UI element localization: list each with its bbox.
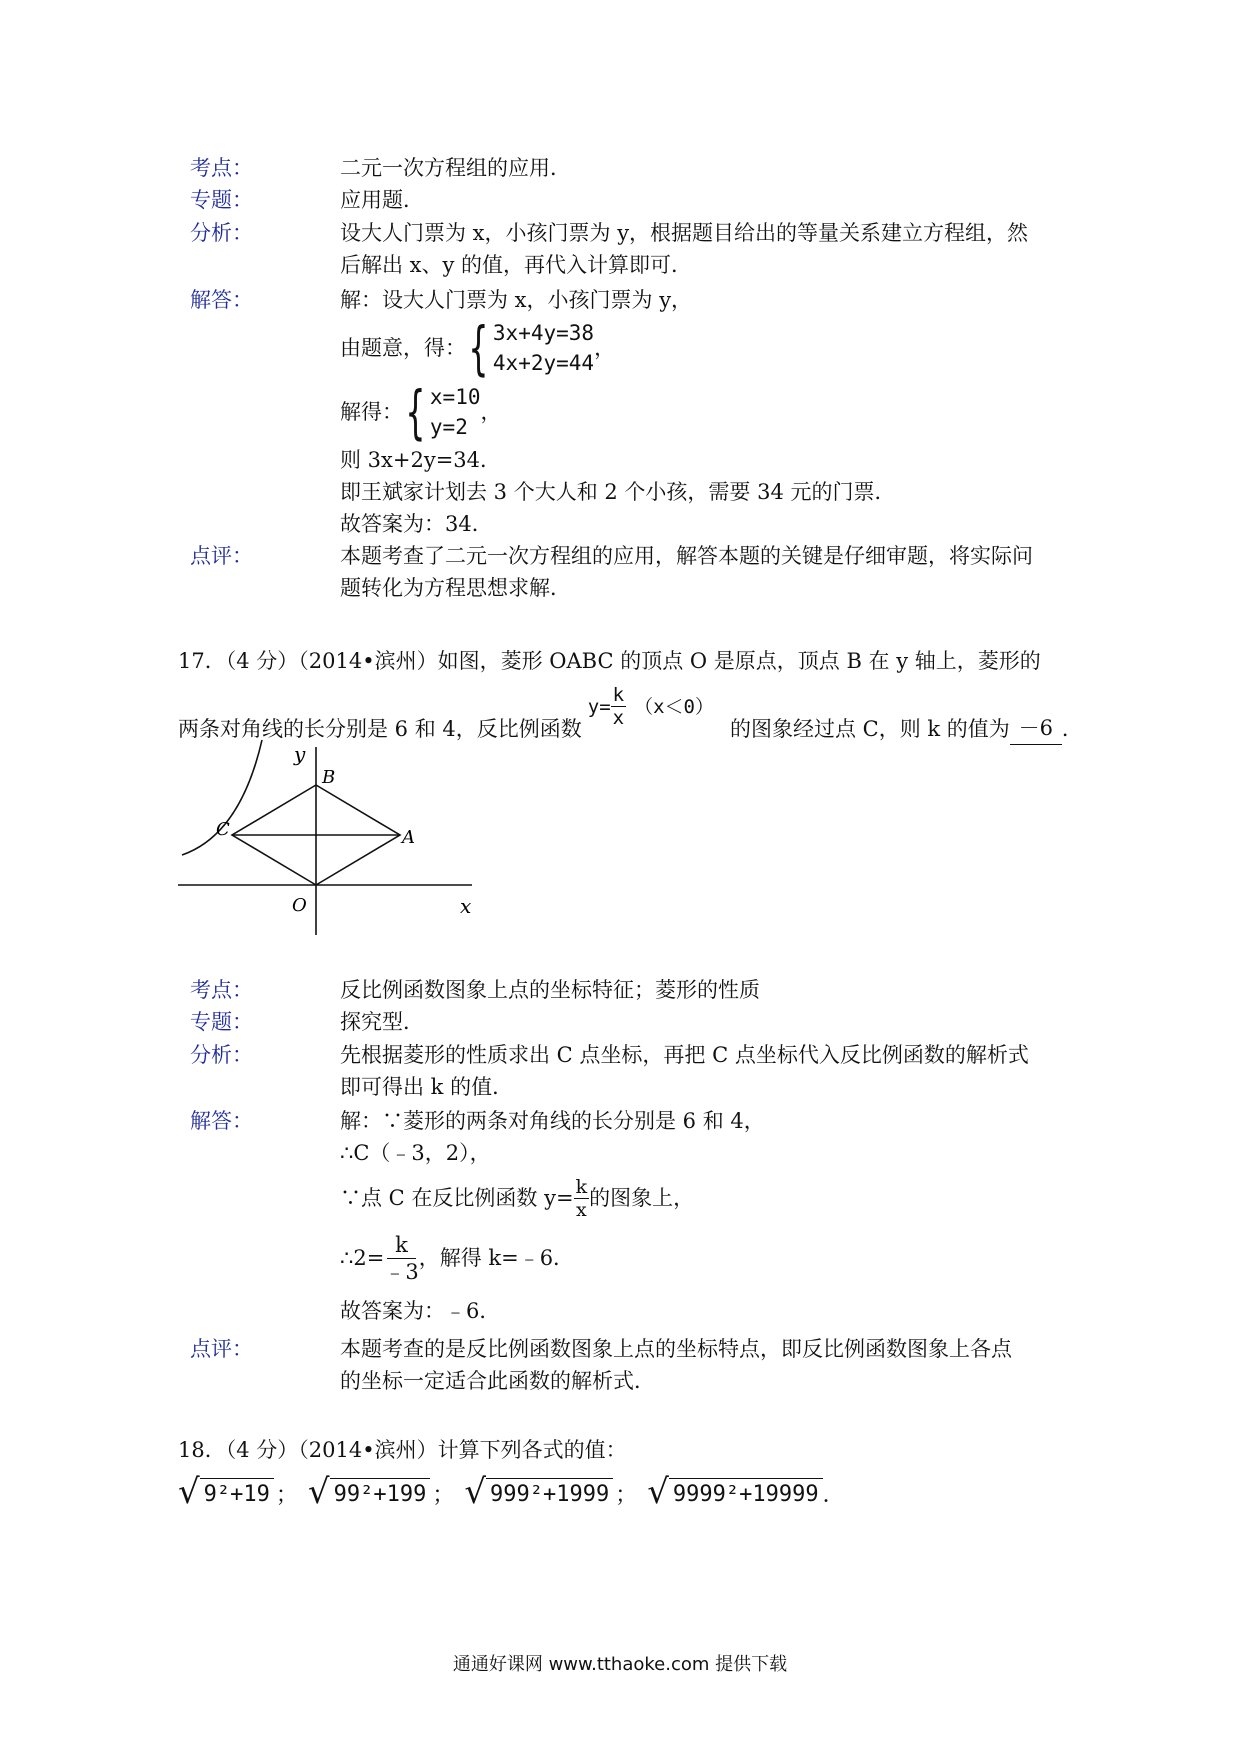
s2-jieda-line-2: ∴C（﹣3，2）， <box>340 1141 491 1165</box>
s1-jieda-system-1 <box>340 316 1085 380</box>
s2-dianping-line-1: 本题考查的是反比例函数图象上点的坐标特点，即反比例函数图象上各点 <box>340 1337 1012 1361</box>
s1-zhuanti-row <box>190 184 1090 216</box>
system-2-eq-1: x=10 <box>429 385 481 409</box>
radicand-4: 9999²+19999 <box>669 1478 823 1509</box>
s1-dianping-row <box>190 540 1090 604</box>
sqrt-expression-2 <box>307 1472 430 1512</box>
label-a: A <box>402 827 415 848</box>
s2-kaodian-text: 反比例函数图象上点的坐标特征；菱形的性质 <box>340 978 760 1002</box>
s1-jieda-line-4: 则 3x+2y=34． <box>340 448 502 472</box>
s1-comma-1: ， <box>594 336 616 360</box>
q18-sep-3: ； <box>615 1483 638 1508</box>
s2-fenxi-line-1: 先根据菱形的性质求出 C 点坐标，再把 C 点坐标代入反比例函数的解析式 <box>340 1043 1029 1067</box>
q17-func-condition: （x＜0） <box>634 695 714 718</box>
s2-dianping-label: 点评： <box>190 1337 253 1361</box>
s2-jieda-line-3-pre: ∵点 C 在反比例函数 y= <box>340 1186 574 1210</box>
s2-zhuanti-row <box>190 1006 1090 1038</box>
s1-fenxi-row <box>190 217 1090 281</box>
s1-fenxi-line-1: 设大人门票为 x，小孩门票为 y，根据题目给出的等量关系建立方程组，然 <box>340 221 1029 245</box>
s1-dianping-line-1: 本题考查了二元一次方程组的应用，解答本题的关键是仔细审题，将实际问 <box>340 544 1033 568</box>
s1-kaodian-label: 考点： <box>190 156 253 180</box>
q18-expressions <box>178 1472 845 1512</box>
s2-dianping-line-2: 的坐标一定适合此函数的解析式． <box>340 1369 655 1393</box>
s2-jieda-line-4 <box>340 1227 1085 1289</box>
radicand-3: 999²+1999 <box>486 1478 613 1509</box>
q17-line-1: 17．（4 分）（2014•滨州）如图，菱形 OABC 的顶点 O 是原点，顶点 B 在 y 轴上，菱形的 <box>178 649 1041 673</box>
label-y: y <box>294 742 306 766</box>
q17-period: ． <box>1061 717 1083 741</box>
s1-zhuanti-label: 专题： <box>190 188 253 212</box>
s2-jieda-line-3 <box>340 1169 1085 1227</box>
q17-line-2-pre: 两条对角线的长分别是 6 和 4，反比例函数 <box>178 717 582 741</box>
s2-jieda-line-4-denominator: ﹣3 <box>384 1259 419 1284</box>
s1-jieda-row <box>190 284 1090 540</box>
q17-line-2-post: 的图象经过点 C，则 k 的值为 <box>729 717 1010 741</box>
q17-figure <box>170 735 490 935</box>
s2-fenxi-row <box>190 1039 1090 1103</box>
equation-system-1 <box>466 314 595 382</box>
s2-kaodian-label: 考点： <box>190 978 253 1002</box>
radicand-2: 99²+199 <box>330 1478 431 1509</box>
label-b: B <box>322 767 336 788</box>
s2-dianping-row <box>190 1333 1090 1397</box>
s1-zhuanti-text: 应用题． <box>340 188 424 212</box>
s1-dianping-label: 点评： <box>190 544 253 568</box>
system-2-eq-2: y=2 <box>429 415 468 439</box>
page-footer: 通通好课网 www.tthaoke.com 提供下载 <box>452 1654 788 1675</box>
s1-jieda-system-2-prefix: 解得： <box>340 400 403 424</box>
s2-jieda-row <box>190 1105 1090 1327</box>
s1-fenxi-label: 分析： <box>190 221 253 245</box>
s1-kaodian-row <box>190 152 1090 184</box>
radical-icon: √ <box>464 1472 486 1512</box>
q18-sep-2: ； <box>432 1483 455 1508</box>
s1-fenxi-line-2: 后解出 x、y 的值，再代入计算即可． <box>340 253 693 277</box>
s2-kaodian-row <box>190 974 1090 1006</box>
s2-jieda-line-3-fraction <box>574 1176 590 1221</box>
q17-func-denominator: x <box>612 707 625 729</box>
s2-jieda-line-4-fraction <box>384 1232 418 1285</box>
label-o: O <box>292 895 307 916</box>
system-1-eq-1: 3x+4y=38 <box>492 321 595 345</box>
s2-fenxi-label: 分析： <box>190 1043 253 1067</box>
s2-jieda-line-4-numerator: k <box>387 1232 416 1259</box>
label-x: x <box>460 894 472 918</box>
q17-func-numerator: k <box>612 684 625 706</box>
q18-line-1: 18．（4 分）（2014•滨州）计算下列各式的值： <box>178 1438 627 1462</box>
radical-icon: √ <box>307 1472 330 1512</box>
s1-dianping-line-2: 题转化为方程思想求解． <box>340 576 571 600</box>
q18-sep-1: ； <box>275 1483 298 1508</box>
s1-jieda-system-2 <box>340 380 1085 444</box>
s2-jieda-line-3-numerator: k <box>575 1175 588 1198</box>
sqrt-expression-4 <box>647 1472 822 1512</box>
s2-jieda-line-3-denominator: x <box>575 1198 587 1221</box>
s2-fenxi-line-2: 即可得出 k 的值． <box>340 1075 514 1099</box>
s1-kaodian-text: 二元一次方程组的应用． <box>340 156 571 180</box>
s2-jieda-label: 解答： <box>190 1109 253 1133</box>
label-c: C <box>216 819 230 840</box>
q17-answer: －6 <box>1010 712 1062 745</box>
sqrt-expression-1 <box>178 1472 274 1512</box>
q17-func-fraction <box>611 684 626 729</box>
equation-system-2 <box>403 378 481 446</box>
brace-icon: { <box>468 314 489 382</box>
s1-jieda-line-1: 解：设大人门票为 x，小孩门票为 y， <box>340 288 693 312</box>
s2-jieda-line-4-post: ，解得 k=﹣6． <box>418 1246 575 1270</box>
q18-end: ． <box>822 1483 845 1508</box>
s2-zhuanti-text: 探究型． <box>340 1010 424 1034</box>
s2-jieda-line-3-post: 的图象上， <box>589 1186 695 1210</box>
brace-icon: { <box>405 378 426 446</box>
system-1-eq-2: 4x+2y=44 <box>492 351 595 375</box>
radical-icon: √ <box>647 1472 669 1512</box>
radicand-1: 9²+19 <box>200 1478 274 1509</box>
s1-comma-2: ， <box>480 400 502 424</box>
radical-icon: √ <box>178 1472 200 1512</box>
s2-jieda-line-5: 故答案为：﹣6． <box>340 1299 501 1323</box>
q17-function <box>588 684 714 729</box>
s1-jieda-label: 解答： <box>190 288 253 312</box>
s1-jieda-line-5: 即王斌家计划去 3 个大人和 2 个小孩，需要 34 元的门票． <box>340 480 896 504</box>
s2-jieda-line-1: 解：∵菱形的两条对角线的长分别是 6 和 4， <box>340 1109 765 1133</box>
sqrt-expression-3 <box>464 1472 613 1512</box>
s1-jieda-line-6: 故答案为：34． <box>340 512 493 536</box>
s2-jieda-line-4-pre: ∴2= <box>340 1246 385 1270</box>
s1-jieda-system-1-prefix: 由题意，得： <box>340 336 466 360</box>
s2-zhuanti-label: 专题： <box>190 1010 253 1034</box>
q17-func-y: y= <box>587 695 611 718</box>
